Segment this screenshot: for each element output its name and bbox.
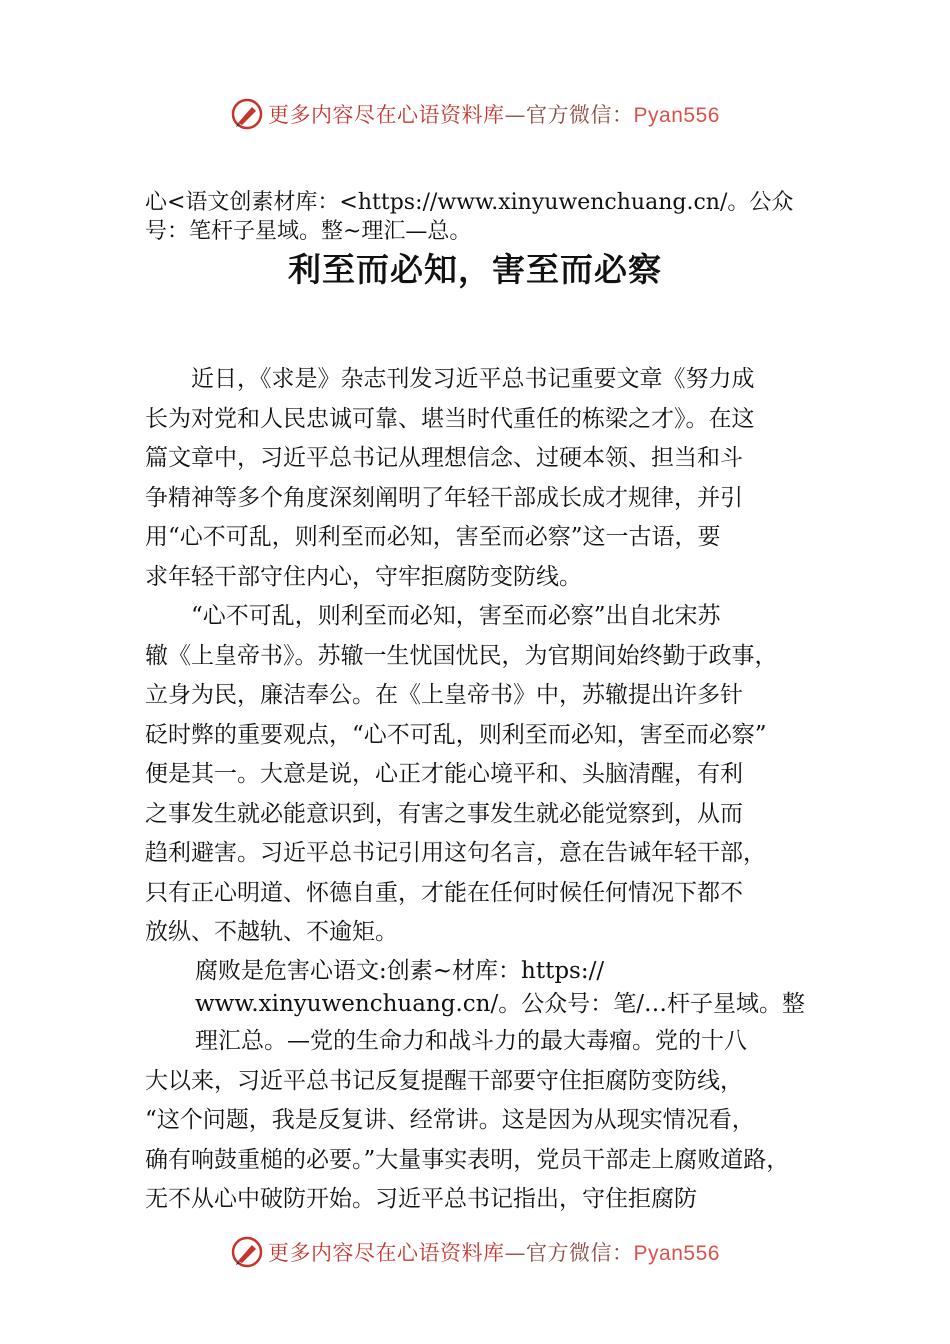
text-line: “这个问题，我是反复讲、经常讲。这是因为从现实情况看， bbox=[145, 1107, 755, 1133]
paragraph-3 bbox=[145, 956, 825, 1220]
banner-wechat-id: Pyan556 bbox=[633, 104, 720, 127]
text-line: “心不可乱，则利至而必知，害至而必察”出自北宋苏 bbox=[145, 603, 721, 629]
text-line: 便是其一。大意是说，心正才能心境平和、头脑清醒，有利 bbox=[145, 761, 743, 787]
paragraph-2 bbox=[145, 597, 825, 953]
header-banner bbox=[0, 94, 950, 134]
text-line: 理汇总。—党的生命力和战斗力的最大毒瘤。党的十八 bbox=[195, 1028, 747, 1054]
text-line: 腐败是危害心语文:创素~材库：https:// bbox=[195, 958, 605, 984]
text-line: www.xinyuwenchuang.cn/。公众号：笔/…杆子星域。整 bbox=[195, 991, 805, 1017]
text-line: 用“心不可乱，则利至而必知，害至而必察”这一古语，要 bbox=[145, 524, 721, 550]
text-line: 之事发生就必能意识到，有害之事发生就必能觉察到，从而 bbox=[145, 800, 743, 827]
text-line: 求年轻干部守住内心，守牢拒腐防变防线。 bbox=[145, 563, 582, 590]
text-line: 争精神等多个角度深刻阐明了年轻干部成长成才规律，并引 bbox=[145, 484, 743, 511]
banner-main-text: 更多内容尽在心语资料库 bbox=[268, 103, 505, 127]
article-title: 利至而必知，害至而必察 bbox=[288, 250, 662, 289]
text-line: 篇文章中，习近平总书记从理想信念、过硬本领、担当和斗 bbox=[145, 445, 743, 471]
text-line: 放纵、不越轨、不逾矩。 bbox=[145, 919, 398, 945]
banner-main-text: 更多内容尽在心语资料库 bbox=[268, 1241, 505, 1265]
source-note bbox=[145, 188, 825, 246]
footer-banner bbox=[0, 1232, 950, 1272]
banner-text bbox=[268, 1237, 720, 1267]
pen-logo-icon bbox=[230, 97, 264, 131]
pen-logo-icon bbox=[230, 1235, 264, 1269]
source-note-line-2: 号：笔杆子星域。整~理汇—总。 bbox=[145, 219, 472, 244]
paragraph-1 bbox=[145, 360, 825, 597]
text-line: 砭时弊的重要观点，“心不可乱，则利至而必知，害至而必察” bbox=[145, 721, 767, 748]
source-note-line-1: 心<语文创素材库：<https://www.xinyuwenchuang.cn/。公众 bbox=[145, 190, 794, 215]
banner-wechat-id: Pyan556 bbox=[633, 1242, 720, 1265]
text-line: 近日，《求是》杂志刊发习近平总书记重要文章《努力成 bbox=[145, 366, 755, 392]
text-line: 大以来，习近平总书记反复提醒干部要守住拒腐防变防线， bbox=[145, 1067, 743, 1094]
text-line: 只有正心明道、怀德自重，才能在任何时候任何情况下都不 bbox=[145, 879, 743, 906]
text-line: 无不从心中破防开始。习近平总书记指出，守住拒腐防 bbox=[145, 1186, 697, 1212]
text-line: 确有响鼓重槌的必要。”大量事实表明，党员干部走上腐败道路， bbox=[145, 1146, 790, 1173]
text-line: 辙《上皇帝书》。苏辙一生忧国忧民，为官期间始终勤于政事， bbox=[145, 642, 778, 669]
banner-text bbox=[268, 99, 720, 129]
text-line: 立身为民，廉洁奉公。在《上皇帝书》中，苏辙提出许多针 bbox=[145, 682, 743, 708]
text-line: 长为对党和人民忠诚可靠、堪当时代重任的栋梁之才》。在这 bbox=[145, 405, 755, 432]
banner-separator: — bbox=[504, 1241, 527, 1265]
banner-separator: — bbox=[504, 103, 527, 127]
banner-wechat-label: 官方微信： bbox=[526, 103, 634, 127]
text-line: 趋利避害。习近平总书记引用这句名言，意在告诫年轻干部， bbox=[145, 840, 766, 866]
banner-wechat-label: 官方微信： bbox=[526, 1241, 634, 1265]
